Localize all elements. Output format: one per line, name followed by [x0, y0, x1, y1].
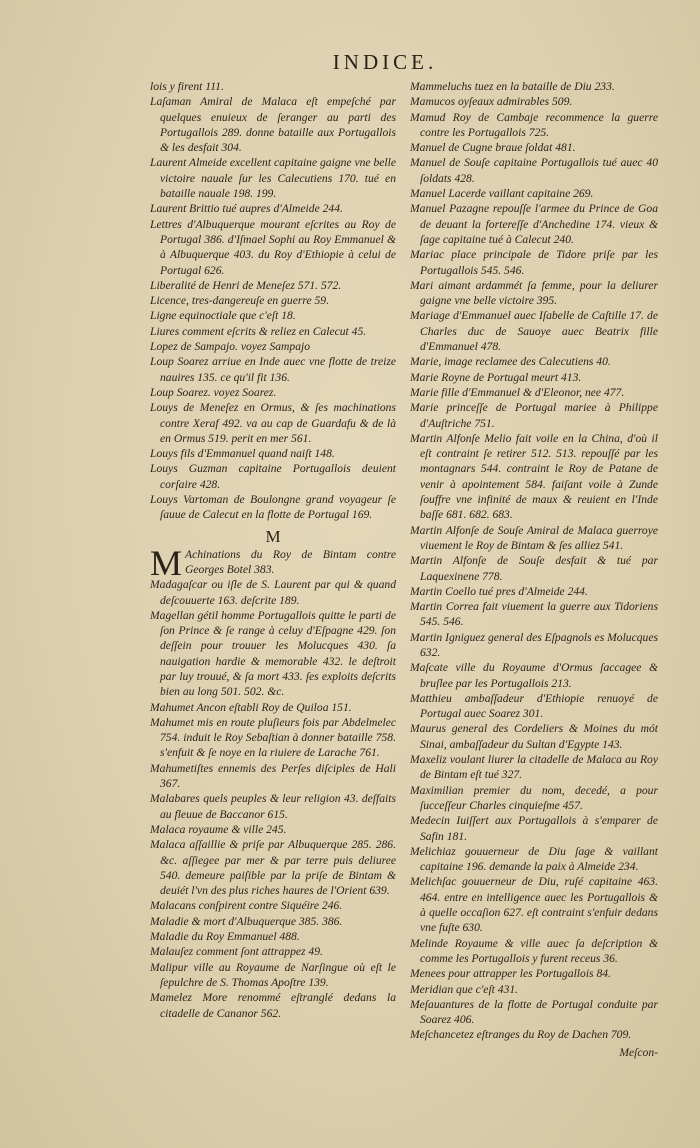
index-entry: Louys Guzman capitaine Portugallois deuient corſaire 428. [150, 462, 396, 491]
index-entry: Ligne equinoctiale que c'eſt 18. [150, 309, 296, 323]
index-entry: Melinde Royaume & ville auec ſa deſcription & comme les Portugallois y furent receus 36. [410, 936, 658, 965]
index-entry: Maladie & mort d'Albuquerque 385. 386. [150, 914, 343, 928]
right-column [410, 79, 658, 1060]
index-entry: Maxeliz voulant liurer la citadelle de Malaca au Roy de Bintam eſt tué 327. [410, 753, 658, 782]
drop-cap: M [150, 542, 183, 583]
index-entry: Mari aimant ardammét ſa femme, pour la deliurer gaigne vne belle victoire 395. [410, 278, 658, 308]
catchword: Meſcon- [619, 1045, 658, 1059]
index-entry: lois y firent 111. [150, 80, 224, 93]
index-entry: Maurus general des Cordeliers & Moines du mót Sinai, ambaſſadeur du Sultan d'Egypte 143. [410, 722, 658, 751]
index-entry: Menees pour attrapper les Portugallois 84. [410, 967, 611, 981]
index-entry: Loup Soarez. voyez Soarez. [150, 385, 277, 399]
index-entry: Martin Alfonſe de Souſe Amiral de Malaca guerroye viuement le Roy de Bintam & ſes alliez 541. [410, 523, 658, 552]
index-entry: Meſchancetez eſtranges du Roy de Dachen 709. [410, 1028, 632, 1042]
right-entries [410, 79, 658, 1043]
index-entry: Laſaman Amiral de Malaca eſt empeſché par quelques enuieux de ſeranger au parti des Portugallois 289. donne bataille aux Portugallois & les desfait 304. [150, 95, 396, 155]
index-entry: Liberalité de Henri de Meneſez 571. 572. [150, 278, 342, 292]
index-entry: Loup Soarez arriue en Inde auec vne flotte de treize nauires 135. ce qu'il fit 136. [150, 355, 396, 384]
drop-cap-entry [150, 542, 396, 583]
index-entry: Marie princeſſe de Portugal mariee à Philippe d'Auſtriche 751. [410, 401, 658, 430]
index-entry: Lettres d'Albuquerque mourant eſcrites au Roy de Portugal 386. d'Iſmael Sophi au Roy Emmanuel & à Albuquerque 403. du Roy d'Ethiopie à celui de Portugal 626. [150, 217, 396, 277]
index-entry: Liures comment eſcrits & reliez en Calecut 45. [150, 324, 367, 338]
index-entry: Madagaſcar ou iſle de S. Laurent par qui & quand deſcouuerte 163. deſcrite 189. [150, 578, 396, 607]
index-entry: Licence, tres-dangereuſe en guerre 59. [150, 294, 330, 308]
index-entry: Malipur ville au Royaume de Narſingue où eſt le ſepulchre de S. Thomas Apoſtre 139. [150, 960, 396, 989]
page-title: INDICE. [332, 50, 438, 74]
index-entry: Mamud Roy de Cambaje recommence la guerre contre les Portugallois 725. [410, 110, 658, 139]
index-entry: Manuel de Cugne braue ſoldat 481. [410, 141, 576, 155]
index-entry: Mamucos oyſeaux admirables 509. [410, 95, 573, 109]
index-entry: Malabares quels peuples & leur religion 43. deſfaits au fleuue de Baccanor 615. [150, 792, 396, 821]
index-entry: Mammeluchs tuez en la bataille de Diu 233. [410, 80, 615, 93]
index-entry: Laurent Almeide excellent capitaine gaigne vne belle victoire nauale ſur les Calecutiens 170. tué en bataille nauale 198. 199. [150, 156, 396, 201]
index-entry: Lopez de Sampajo. voyez Sampajo [150, 340, 311, 354]
index-entry: Martin Coello tué pres d'Almeide 244. [410, 584, 588, 598]
index-entry: Malaca aſſaillie & priſe par Albuquerque 285. 286. &c. aſſiegee par mer & par terre puis deliuree 540. demeure paiſible par la priſe de Bintam & deuiét l'vn des plus riches haures de l'Orient 639. [150, 838, 396, 898]
section-letter-m: M [265, 526, 281, 546]
index-entry: Martin Alfonſe Melio fait voile en la China, d'où il eſt contraint ſe retirer 512. 513. repouſſé par les montagnars 544. contraint le Roy de Patane de venir à apointement 584. faiſant voile à Zunde ſouffre vne infinité de maux & reuient en l'Inde baſſe 681. 682. 683. [410, 431, 658, 522]
index-entry: Marie Royne de Portugal meurt 413. [410, 370, 582, 384]
index-entry: Laurent Brittio tué aupres d'Almeide 244. [150, 202, 343, 216]
index-entry: Mahumet Ancon eſtabli Roy de Quiloa 151. [150, 700, 352, 714]
index-entry: Manuel Lacerde vaillant capitaine 269. [410, 187, 594, 201]
index-entry: Marie fille d'Emmanuel & d'Eleonor, nee 477. [410, 385, 625, 399]
index-entry: Manuel Pazagne repouſſe l'armee du Prince de Goa de deuant la fortereſſe d'Anchedine 174. vieux & ſage capitaine tué à Calecut 240. [410, 202, 658, 246]
index-entry: Mariage d'Emmanuel auec Iſabelle de Caſtille 17. de Charles duc de Sauoye auec Beatrix fille d'Emmanuel 478. [410, 309, 658, 354]
index-entry: Matthieu ambaſſadeur d'Ethiopie renuoyé de Portugal auec Soarez 301. [410, 691, 658, 721]
index-entry: Meridian que c'eſt 431. [410, 982, 519, 996]
index-entry: Mahumet mis en route pluſieurs fois par Abdelmelec 754. induit le Roy Sebaſtian à donner bataille 758. s'enfuit & ſe noye en la riuiere de Larache 761. [150, 715, 396, 760]
index-entry: Magellan gétil homme Portugallois quitte le parti de ſon Prince & ſe range à celuy d'Eſpagne 429. ſon deſſein pour trouuer les Molucques 430. ſa nauigation hardie & memorable 432. le deſtroit par luy trouué, & ſa mort 433. ſes exploits deſcrits bien au long 501. 502. &c. [150, 608, 396, 699]
index-entry: Manuel de Souſe capitaine Portugallois tué auec 40 ſoldats 428. [410, 156, 658, 185]
index-entry: Maximilian premier du nom, decedé, a pour ſucceſſeur Charles cinquieſme 457. [410, 783, 658, 812]
index-entry: Maladie du Roy Emmanuel 488. [150, 930, 300, 944]
index-entry: Marie, image reclamee des Calecutiens 40. [410, 355, 611, 369]
index-entry: Louys Vartoman de Boulongne grand voyageur ſe ſauue de Calecut en la flotte de Portugal 169. [150, 493, 396, 522]
index-entry: Melichiaz gouuerneur de Diu ſage & vaillant capitaine 196. demande la paix à Almeide 234. [410, 844, 658, 874]
left-entries-top [150, 79, 396, 523]
left-entries-bottom [150, 577, 396, 1021]
index-entry: Martin Igniguez general des Eſpagnols es Molucques 632. [410, 630, 658, 659]
index-entry: Martin Correa fait viuement la guerre aux Tidoriens 545. 546. [410, 600, 658, 629]
drop-cap-entry-text: Achinations du Roy de Bintam contre Georges Botel 383. [185, 547, 396, 576]
index-entry: Malacans conſpirent contre Siquéire 246. [150, 899, 343, 913]
index-entry: Louys de Meneſez en Ormus, & ſes machinations contre Xeraf 492. va au cap de Guardafu & de là en Ormus 519. perit en mer 561. [150, 401, 396, 445]
index-entry: Malauſez comment ſont attrappez 49. [150, 945, 323, 959]
index-entry: Maſcate ville du Royaume d'Ormus ſaccagee & bruſlee par les Portugallois 213. [410, 661, 658, 690]
left-column [150, 79, 396, 1021]
index-entry: Malaca royaume & ville 245. [150, 822, 287, 836]
index-entry: Martin Alfonſe de Souſe desfait & tué par Laquexinene 778. [410, 554, 658, 583]
index-entry: Mamelez More renommé eſtranglé dedans la citadelle de Cananor 562. [150, 991, 396, 1020]
index-entry: Meſauantures de la flotte de Portugal conduite par Soarez 406. [410, 997, 658, 1027]
index-entry: Melichſac gouuerneur de Diu, ruſé capitaine 463. 464. entre en intelligence auec les Portugallois & à quelle occaſion 627. eſt contraint s'enfuir dedans vne fuſte 630. [410, 875, 658, 935]
index-entry: Medecin Iuiſſert aux Portugallois à s'emparer de Safin 181. [410, 814, 658, 843]
index-entry: Louys fils d'Emmanuel quand naiſt 148. [150, 447, 335, 461]
index-entry: Mariac place principale de Tidore priſe par les Portugallois 545. 546. [410, 248, 658, 277]
index-entry: Mahumetiſtes ennemis des Perſes diſciples de Hali 367. [150, 761, 396, 791]
